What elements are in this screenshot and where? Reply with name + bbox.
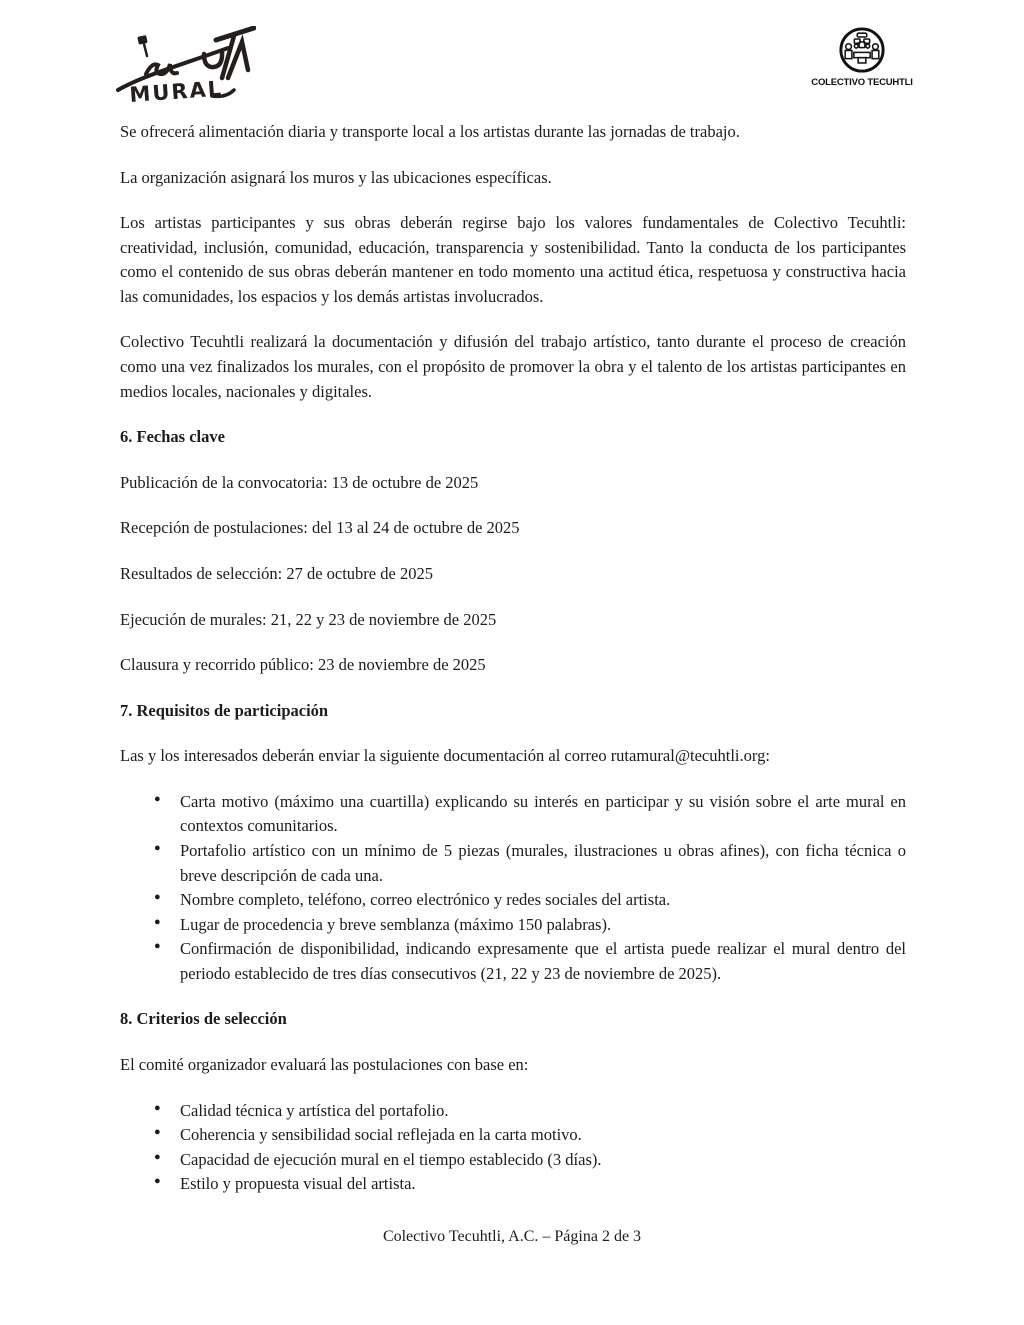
fecha-resultados: Resultados de selección: 27 de octubre de 2025 — [120, 563, 433, 583]
heading-criterios: 8. Criterios de selección — [120, 1009, 287, 1029]
fecha-publicacion: Publicación de la convocatoria: 13 de octubre de 2025 — [120, 472, 479, 492]
heading-requisitos: 7. Requisitos de participación — [120, 700, 329, 720]
document-body — [120, 120, 906, 1218]
fecha-ejecucion: Ejecución de murales: 21, 22 y 23 de noviembre de 2025 — [120, 609, 497, 629]
ruta-mural-logo — [116, 26, 256, 110]
colectivo-tecuhtli-logo — [800, 26, 924, 104]
list-item: ● Calidad técnica y artística del portafolio. — [180, 1099, 906, 1124]
paint-roller-icon — [137, 35, 147, 45]
list-item: ● Portafolio artístico con un mínimo de 5 piezas (murales, ilustraciones u obras afines), con ficha técnica o breve descripción de cada una. — [180, 839, 906, 888]
paragraph-valores: Los artistas participantes y sus obras deberán regirse bajo los valores fundamentales de Colectivo Tecuhtli: creatividad, inclusión, comunidad, educación, transparencia y sostenibilidad. Tanto la conducta de los participantes como el contenido de sus obras deberán mantener en todo momento una actitud ética, respetuosa y constructiva hacia las comunidades, los espacios y los demás artistas involucrados. — [120, 213, 906, 306]
colectivo-emblem-icon — [838, 26, 886, 74]
requisitos-intro: Las y los interesados deberán enviar la siguiente documentación al correo rutamural@tecuhtli.org: — [120, 746, 770, 766]
colectivo-logo-label: COLECTIVO TECUHTLI — [811, 77, 913, 88]
list-item: ● Coherencia y sensibilidad social reflejada en la carta motivo. — [180, 1123, 906, 1148]
paragraph-alimentacion: Se ofrecerá alimentación diaria y transporte local a los artistas durante las jornadas de trabajo. — [120, 122, 740, 141]
heading-fechas-clave: 6. Fechas clave — [120, 427, 225, 447]
criterios-list — [120, 1099, 906, 1197]
list-item: ● Confirmación de disponibilidad, indicando expresamente que el artista puede realizar el mural dentro del periodo establecido de tres días consecutivos (21, 22 y 23 de noviembre de 2025). — [180, 937, 906, 986]
list-item: ● Estilo y propuesta visual del artista. — [180, 1172, 906, 1197]
fecha-clausura: Clausura y recorrido público: 23 de noviembre de 2025 — [120, 655, 486, 675]
criterios-intro: El comité organizador evaluará las postulaciones con base en: — [120, 1055, 529, 1075]
paragraph-organizacion: La organización asignará los muros y las ubicaciones específicas. — [120, 167, 552, 187]
paragraph-difusion: Colectivo Tecuhtli realizará la documentación y difusión del trabajo artístico, tanto durante el proceso de creación como una vez finalizados los murales, con el propósito de promover la obra y el talento de los artistas participantes en medios locales, nacionales y digitales. — [120, 332, 906, 401]
list-item: ● Nombre completo, teléfono, correo electrónico y redes sociales del artista. — [180, 888, 906, 913]
ruta-mural-wordmark: MURAL — [128, 76, 224, 107]
requisitos-list — [120, 790, 906, 987]
list-item: ● Capacidad de ejecución mural en el tiempo establecido (3 días). — [180, 1148, 906, 1173]
page-footer: Colectivo Tecuhtli, A.C. – Página 2 de 3 — [382, 1228, 642, 1245]
ruta-mural-logo-icon — [116, 26, 256, 110]
list-item: ● Carta motivo (máximo una cuartilla) explicando su interés en participar y su visión sobre el arte mural en contextos comunitarios. — [180, 790, 906, 839]
fecha-recepcion: Recepción de postulaciones: del 13 al 24 de octubre de 2025 — [120, 518, 520, 538]
list-item: ● Lugar de procedencia y breve semblanza (máximo 150 palabras). — [180, 913, 906, 938]
